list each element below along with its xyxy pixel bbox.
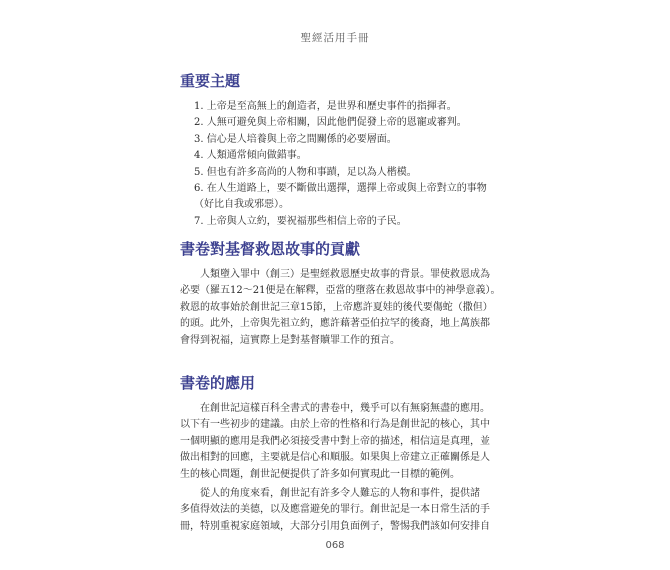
list-item: 2. 人無可避免與上帝相關，因此他們促發上帝的恩寵或審判。 — [194, 117, 467, 129]
text-line: 一個明顯的應用是我們必須接受書中對上帝的描述，相信這是真理，並 — [180, 435, 490, 447]
text-line: 必要（羅五12～21便是在解釋，亞當的墮落在救恩故事中的神學意義）。 — [180, 285, 501, 297]
themes-list — [194, 99, 494, 230]
list-item: 7. 上帝與人立約，要祝福那些相信上帝的子民。 — [194, 215, 407, 227]
list-item: 5. 但也有許多高尚的人物和事蹟，足以為人楷模。 — [194, 166, 417, 178]
application-paragraph-1 — [180, 401, 500, 483]
list-item: 6. 在人生道路上，要不斷做出選擇，選擇上帝或與上帝對立的事物 — [194, 183, 487, 195]
text-line: 人類墮入罪中（創三）是聖經救恩歷史故事的背景。罪使救恩成為 — [200, 269, 490, 280]
section-heading-contribution: 書卷對基督救恩故事的貢獻 — [180, 240, 361, 258]
list-item: （好比自我或邪惡）。 — [194, 199, 289, 211]
text-line: 以下有一些初步的建議。由於上帝的性格和行為是創世記的核心，其中 — [180, 419, 490, 431]
contribution-paragraph — [180, 267, 500, 349]
text-line: 多值得效法的美德，以及應當避免的罪行。創世記是一本日常生活的手 — [180, 504, 490, 516]
list-item: 4. 人類通常傾向做錯事。 — [194, 150, 307, 162]
section-heading-themes: 重要主題 — [180, 72, 241, 90]
text-line: 做出相對的回應，主要就是信心和順服。如果與上帝建立正確關係是人 — [180, 452, 490, 464]
text-line: 生的核心問題，創世記便提供了許多如何實現此一目標的範例。 — [180, 468, 460, 480]
text-line: 會得到祝福，這實際上是對基督贖罪工作的預言。 — [180, 334, 400, 346]
text-line: 在創世記這樣百科全書式的書卷中，幾乎可以有無窮無盡的應用。 — [200, 403, 490, 414]
list-item: 1. 上帝是至高無上的創造者，是世界和歷史事件的指揮者。 — [194, 101, 457, 112]
text-line: 的頭。此外，上帝與先祖立約，應許藉著亞伯拉罕的後裔，地上萬族都 — [180, 318, 490, 330]
text-line: 冊，特別重視家庭領域，大部分引用負面例子，警惕我們該如何安排自 — [180, 520, 490, 532]
application-paragraph-2 — [180, 486, 500, 535]
text-line: 救恩的故事始於創世記三章15節，上帝應許夏娃的後代要傷蛇（撒但） — [180, 301, 493, 313]
text-line: 從人的角度來看，創世記有許多令人難忘的人物和事件，提供諸 — [200, 488, 480, 499]
running-head: 聖經活用手冊 — [300, 32, 370, 44]
section-heading-application: 書卷的應用 — [180, 374, 256, 392]
page-number: 068 — [325, 540, 345, 551]
list-item: 3. 信心是人培養與上帝之間關係的必要層面。 — [194, 133, 397, 145]
